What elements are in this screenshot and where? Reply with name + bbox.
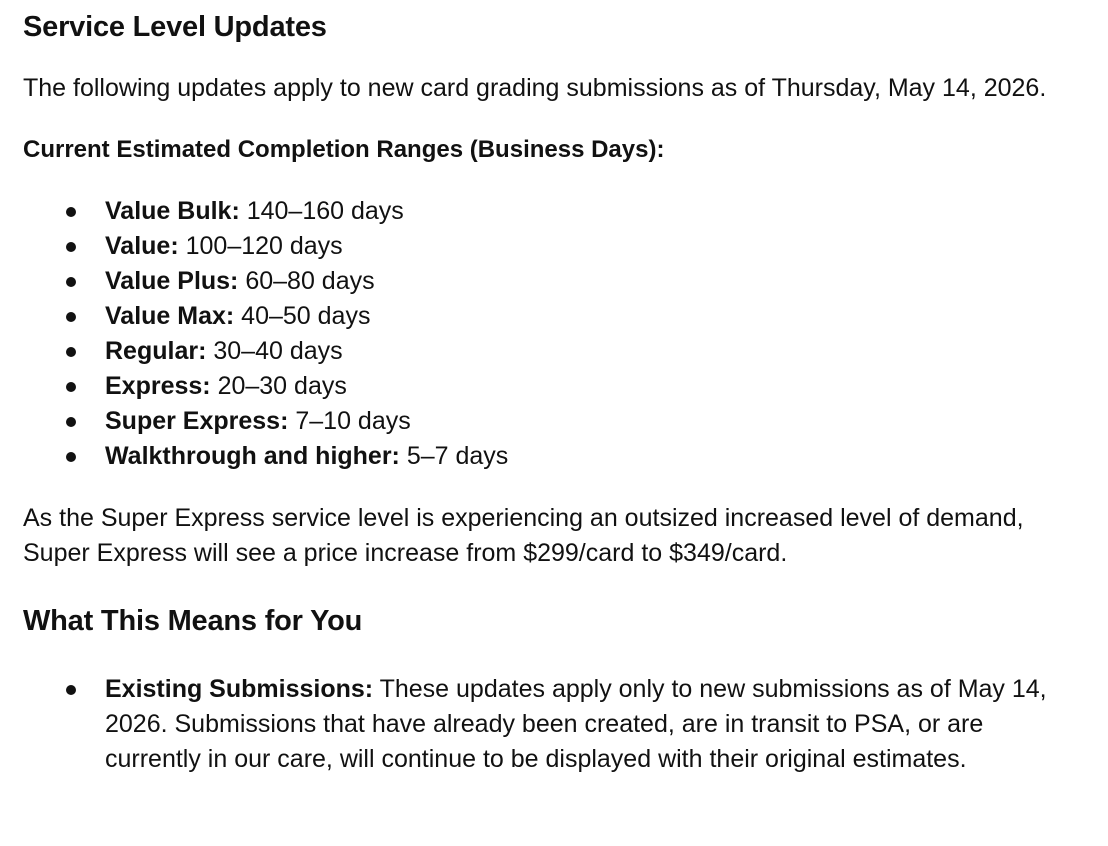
list-item: [23, 334, 1096, 369]
tier-range: 30–40 days: [206, 337, 343, 365]
tier-name: Walkthrough and higher:: [105, 442, 400, 470]
bullet-icon: [66, 242, 76, 252]
tier-range: 20–30 days: [210, 372, 347, 400]
bullet-icon: [66, 277, 76, 287]
tier-name: Value Max:: [105, 302, 235, 330]
tier-name: Value:: [105, 232, 179, 260]
bullet-icon: [66, 382, 76, 392]
completion-ranges-heading: Current Estimated Completion Ranges (Business Days):: [23, 136, 665, 163]
tier-range: 40–50 days: [234, 302, 371, 330]
page-title: Service Level Updates: [23, 11, 327, 43]
list-item: [23, 672, 1096, 777]
tier-name: Super Express:: [105, 407, 289, 435]
item-text: These updates apply only to new submissions as of May 14, 2026. Submissions that have already been created, are in transit to PSA, or are currently in our care, will continue to be displayed with their original estimates.: [105, 675, 1047, 773]
price-increase-note: As the Super Express service level is experiencing an outsized increased level of demand, Super Express will see a price increase from $299/card to $349/card.: [23, 504, 1024, 567]
tier-range: 140–160 days: [239, 197, 404, 225]
bullet-icon: [66, 207, 76, 217]
bullet-icon: [66, 312, 76, 322]
item-title: Existing Submissions:: [105, 675, 374, 703]
list-item: [23, 404, 1096, 439]
tier-range: 5–7 days: [399, 442, 509, 470]
list-item: [23, 229, 1096, 264]
what-this-means-list: [23, 672, 1096, 777]
tier-range: 100–120 days: [178, 232, 343, 260]
list-item: [23, 439, 1096, 474]
bullet-icon: [66, 417, 76, 427]
intro-paragraph: The following updates apply to new card grading submissions as of Thursday, May 14, 2026.: [23, 74, 1047, 102]
list-item: [23, 194, 1096, 229]
list-item: [23, 264, 1096, 299]
bullet-icon: [66, 347, 76, 357]
tier-name: Regular:: [105, 337, 207, 365]
tier-range: 7–10 days: [288, 407, 411, 435]
completion-ranges-list: [23, 194, 1096, 474]
tier-name: Value Bulk:: [105, 197, 240, 225]
bullet-icon: [66, 452, 76, 462]
list-item: [23, 369, 1096, 404]
tier-range: 60–80 days: [238, 267, 375, 295]
tier-name: Value Plus:: [105, 267, 239, 295]
tier-name: Express:: [105, 372, 211, 400]
section-heading: What This Means for You: [23, 605, 363, 637]
list-item: [23, 299, 1096, 334]
bullet-icon: [66, 685, 76, 695]
